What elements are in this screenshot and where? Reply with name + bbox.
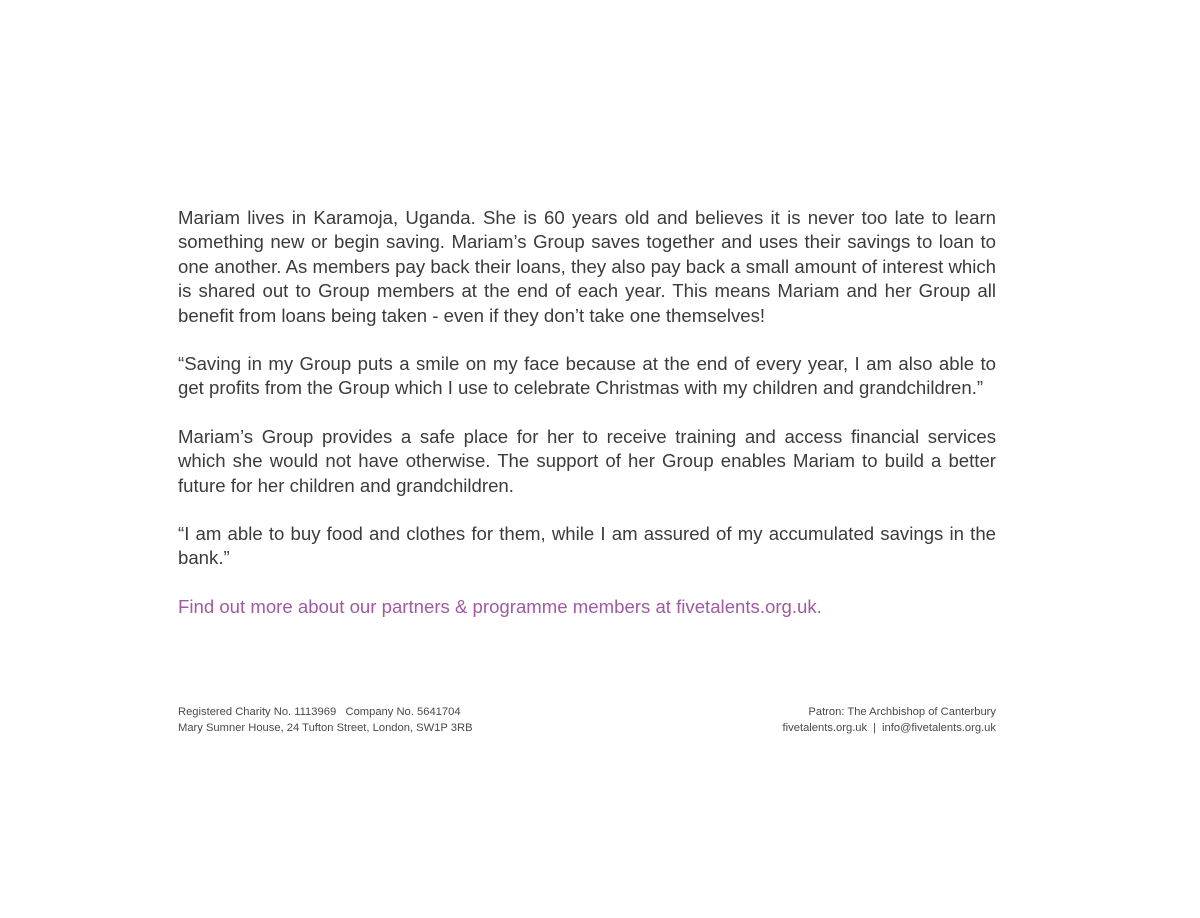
charity-registration-text: Registered Charity No. 1113969 Company No. 5641704	[178, 706, 461, 718]
footer-registration-block	[178, 704, 473, 736]
story-paragraph-intro: Mariam lives in Karamoja, Uganda. She is 60 years old and believes it is never too late to learn something new or begin saving. Mariam’s Group saves together and uses their savings to loan to one another. As members pay back their loans, they also pay back a small amount of interest which is shared out to Group members at the end of each year. This means Mariam and her Group all benefit from loans being taken - even if they don’t take one themselves!	[178, 207, 996, 326]
page-footer	[178, 704, 996, 736]
quote-paragraph-savings: “I am able to buy food and clothes for them, while I am assured of my accumulated savings in the bank.”	[178, 523, 996, 569]
email-link[interactable]: info@fivetalents.org.uk	[882, 722, 996, 734]
footer-separator: |	[873, 722, 877, 734]
contact-line	[783, 720, 996, 736]
quote-paragraph-christmas: “Saving in my Group puts a smile on my face because at the end of every year, I am also able to get profits from the Group which I use to celebrate Christmas with my children and grandchildren.”	[178, 353, 996, 399]
footer-contact-block	[783, 704, 996, 736]
find-out-more-link[interactable]: Find out more about our partners & programme members at fivetalents.org.uk.	[178, 595, 822, 617]
story-content	[178, 206, 996, 619]
patron-text: Patron: The Archbishop of Canterbury	[808, 706, 996, 718]
address-text: Mary Sumner House, 24 Tufton Street, London, SW1P 3RB	[178, 722, 473, 734]
story-paragraph-support: Mariam’s Group provides a safe place for her to receive training and access financial services which she would not have otherwise. The support of her Group enables Mariam to build a better future for her children and grandchildren.	[178, 425, 996, 496]
website-link[interactable]: fivetalents.org.uk	[782, 722, 868, 734]
